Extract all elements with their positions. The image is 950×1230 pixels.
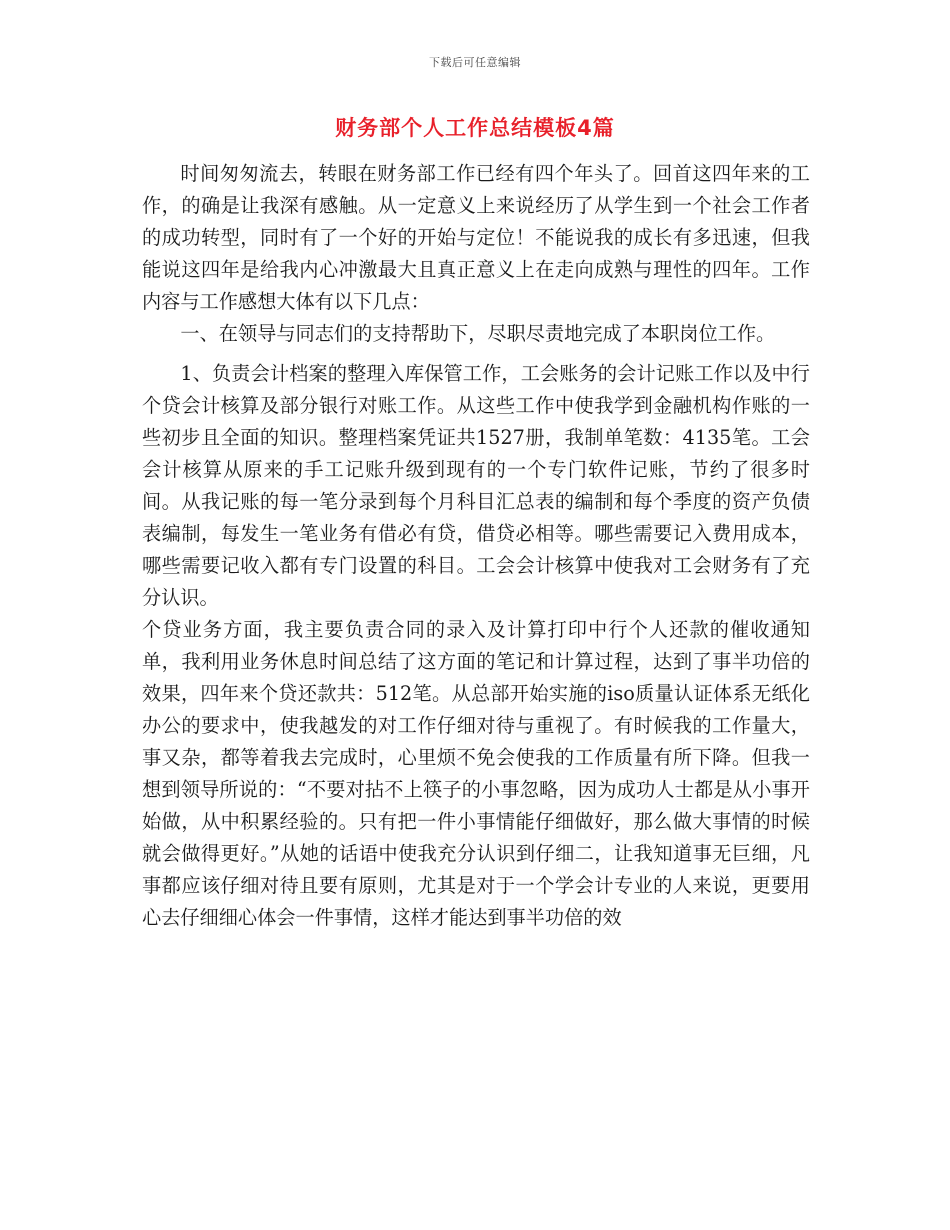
- paragraph: 1、负责会计档案的整理入库保管工作，工会账务的会计记账工作以及中行个贷会计核算及部分银行对账工作。从这些工作中使我学到金融机构作账的一些初步且全面的知识。整理档案凭证共1527册，我制单笔数：4135笔。工会会计核算从原来的手工记账升级到现有的一个专门软件记账，节约了很多时间。从我记账的每一笔分录到每个月科目汇总表的编制和每个季度的资产负债表编制，每发生一笔业务有借必有贷，借贷必相等。哪些需要记入费用成本，哪些需要记收入都有专门设置的科目。工会会计核算中使我对工会财务有了充分认识。: [142, 362, 810, 609]
- document-body: [142, 158, 810, 934]
- paragraph: 个贷业务方面，我主要负责合同的录入及计算打印中行个人还款的催收通知单，我利用业务休息时间总结了这方面的笔记和计算过程，达到了事半功倍的效果，四年来个贷还款共：512笔。从总部开始实施的iso质量认证体系无纸化办公的要求中，使我越发的对工作仔细对待与重视了。有时候我的工作量大，事又杂，都等着我去完成时，心里烦不免会使我的工作质量有所下降。但我一想到领导所说的：“不要对拈不上筷子的小事忽略，因为成功人士都是从小事开始做，从中积累经验的。只有把一件小事情能仔细做好，那么做大事情的时候就会做得更好。”从她的话语中使我充分认识到仔细二，让我知道事无巨细，凡事都应该仔细对待且要有原则，尤其是对于一个学会计专业的人来说，更要用心去仔细细心体会一件事情，这样才能达到事半功倍的效: [142, 618, 810, 929]
- paragraph: 时间匆匆流去，转眼在财务部工作已经有四个年头了。回首这四年来的工作，的确是让我深有感触。从一定意义上来说经历了从学生到一个社会工作者的成功转型，同时有了一个好的开始与定位！不能说我的成长有多迅速，但我能说这四年是给我内心冲激最大且真正意义上在走向成熟与理性的四年。工作内容与工作感想大体有以下几点：: [142, 162, 810, 313]
- paragraph: 一、在领导与同志们的支持帮助下，尽职尽责地完成了本职岗位工作。: [180, 322, 776, 345]
- document-title: 财务部个人工作总结模板4篇: [335, 116, 615, 140]
- header-note: 下载后可任意编辑: [429, 56, 521, 69]
